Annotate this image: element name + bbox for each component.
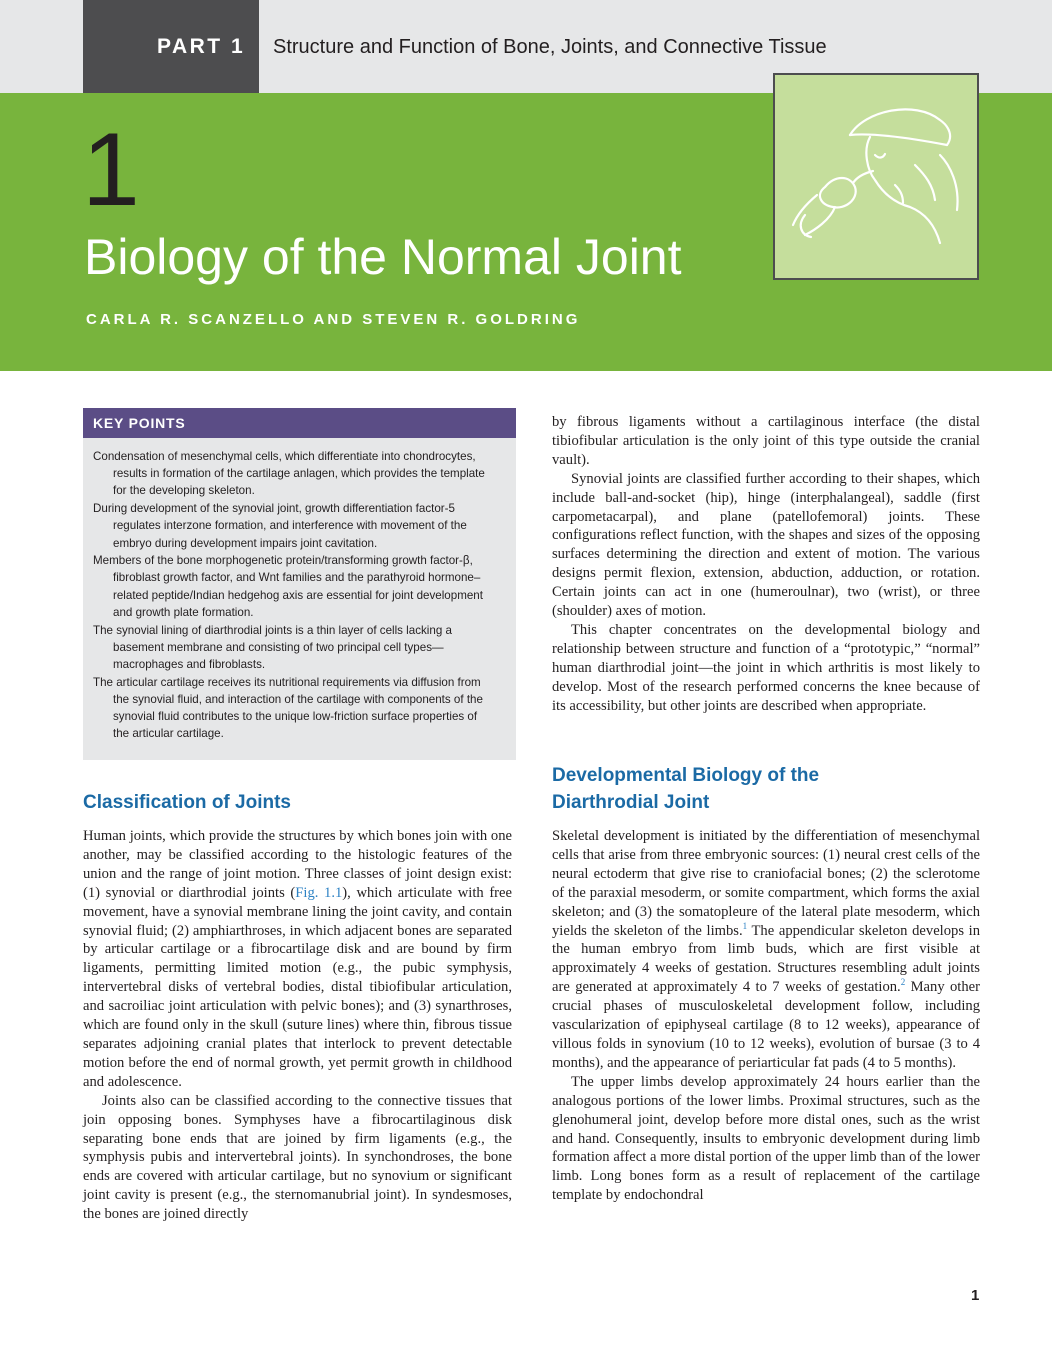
paragraph: Synovial joints are classified further according to their shapes, which include ball-and-socket (hip), hinge (interphalangeal), saddle (first carpometacarpal), and plane (patellofemoral) joints. These configurations reflect function, with the shapes and sizes of the opposing surfaces determining the direction and extent of motion. The various designs permit flexion, extension, abduction, adduction, or rotation. Certain joints can act in one (humeroulnar), two (wrist), or three (shoulder) axes of motion.	[552, 470, 980, 620]
heading-line: Developmental Biology of the	[552, 765, 820, 786]
figure-link[interactable]: Fig. 1.1	[295, 884, 343, 901]
heading-line: Diarthrodial Joint	[552, 792, 710, 813]
right-column-text-top	[552, 413, 980, 716]
page-number: 1	[971, 1287, 980, 1304]
key-points-header	[83, 408, 516, 438]
key-points-box	[83, 408, 516, 760]
key-point-item: Members of the bone morphogenetic protein/transforming growth factor-β, fibroblast growth factor, and Wnt families and the parathyroid hormone–related peptide/Indian hedgehog axis are essential for joint development and growth plate formation.	[93, 554, 483, 619]
chapter-authors: CARLA R. SCANZELLO AND STEVEN R. GOLDRING	[86, 311, 581, 328]
paragraph: The upper limbs develop approximately 24 hours earlier than the analogous portions of the lower limbs. Proximal structures, such as the glenohumeral joint, develop before more distal ones, such as the wrist and hand. Consequently, insults to embryonic development during limb formation affect a more distal portion of the upper limb than of the lower limb. Long bones form as a result of replacement of the cartilage template by endochondral	[552, 1073, 980, 1204]
reference-link[interactable]: 2	[900, 977, 906, 988]
text-run: Many other crucial phases of musculoskeletal development follow, including vascularization of epiphyseal cartilage (8 to 12 weeks), appearance of villous folds in synovium (10 to 12 weeks), evolution of bursae (3 to 4 months), and the appearance of periarticular fat pads (4 to 5 months).	[552, 979, 980, 1071]
key-point-item: During development of the synovial joint, growth differentiation factor-5 regulates interzone formation, and interference with movement of the embryo during development impairs joint cavitation.	[93, 502, 467, 550]
sketch-icon	[775, 75, 981, 282]
key-point-item: The articular cartilage receives its nutritional requirements via diffusion from the synovial fluid, and interaction of the cartilage with components of the synovial fluid contributes to the unique low-friction surface properties of the articular cartilage.	[93, 675, 483, 741]
left-column-text	[83, 827, 512, 1224]
part-label: PART 1	[157, 35, 246, 58]
right-column-text-bottom	[552, 827, 980, 1205]
key-points-list	[93, 448, 493, 743]
section-heading-classification: Classification of Joints	[83, 792, 291, 813]
key-point-item: The synovial lining of diarthrodial joints is a thin layer of cells lacking a basement membrane and consisting of two principal cell types—macrophages and fibroblasts.	[93, 623, 452, 671]
paragraph: Joints also can be classified according to the connective tissues that join opposing bones. Symphyses have a fibrocartilaginous disk separating bone ends that are joined by firm ligaments (e.g., the symphysis pubis and intervertebral joints). In synchondroses, the bone ends are covered with articular cartilage, but no synovium or significant joint cavity is present (e.g., the sternomanubrial joint). In syndesmoses, the bones are joined directly	[83, 1092, 512, 1223]
reference-link[interactable]: 1	[742, 920, 748, 931]
chapter-number: 1	[82, 112, 140, 228]
paragraph: This chapter concentrates on the developmental biology and relationship between structure and function of a “prototypic,” “normal” human diarthrodial joint—the joint in which arthritis is most likely to develop. Most of the research performed concerns the knee because of its accessibility, but other joints are described when appropriate.	[552, 621, 980, 714]
chapter-illustration	[773, 73, 979, 280]
text-run: Skeletal development is initiated by the differentiation of mesenchymal cells that arise from three embryonic sources: (1) neural crest cells of the neural ectoderm that give rise to craniofacial bones; (2) the sclerotome of the paraxial mesoderm, or somite compartment, which forms the axial skeleton; and (3) the somatopleure of the lateral plate mesoderm, which yields the skeleton of the limbs.	[552, 828, 980, 939]
paragraph: by fibrous ligaments without a cartilaginous interface (the distal tibiofibular articulation is the only joint of this type outside the cranial vault).	[552, 414, 980, 468]
chapter-title: Biology of the Normal Joint	[84, 229, 682, 285]
part-title: Structure and Function of Bone, Joints, and Connective Tissue	[273, 36, 827, 58]
section-heading-developmental-biology	[552, 762, 819, 816]
text-run: Human joints, which provide the structures by which bones join with one another, may be classified according to the histologic features of the union and the range of joint motion. Three classes of joint design exist: (1) synovial or diarthrodial joints (	[83, 828, 512, 901]
key-points-title: KEY POINTS	[93, 415, 186, 431]
key-point-item: Condensation of mesenchymal cells, which differentiate into chondrocytes, results in formation of the cartilage anlagen, which provides the template for the developing skeleton.	[93, 450, 485, 498]
paragraph	[552, 827, 980, 1073]
paragraph	[83, 827, 512, 1092]
text-run: The appendicular skeleton develops in the human embryo from limb buds, which are first visible at approximately 4 weeks of gestation. Structures resembling adult joints are generated at approximately 4 to 7 weeks of gestation.	[552, 922, 980, 996]
text-run: ), which articulate with free movement, have a synovial membrane lining the joint cavity, and contain synovial fluid; (2) amphiarthroses, in which adjacent bones are separated by articular cartilage or a fibrocartilage disk and are bound by firm ligaments, permitting limited motion (e.g., the pubic symphysis, intervertebral disks of vertebral bodies, distal tibiofibular articulation, and sacroiliac joint articulation with pelvic bones); and (3) synarthroses, which are found only in the skull (suture lines) where thin, fibrous tissue separates adjoining cranial plates that interlock to prevent detectable motion before the end of normal growth, yet permit growth in childhood and adolescence.	[83, 884, 512, 1090]
